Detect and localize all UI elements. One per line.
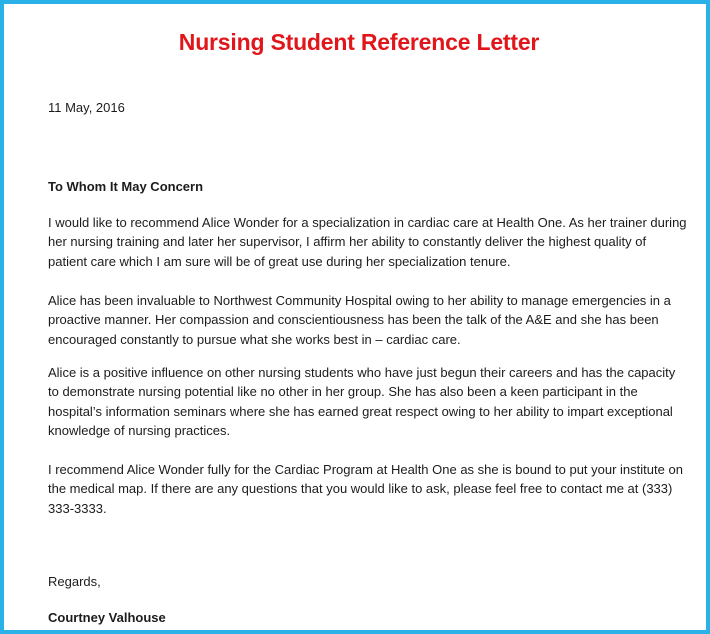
- paragraph-2-text: Alice has been invaluable to Northwest Community Hospital owing to her ability to manage emergencies in a proactive manner. Her compassion and conscientiousness has been the talk of the A&E and she has been encouraged constantly to pursue what she works best in – cardiac care.: [48, 293, 671, 347]
- letter-paragraph: [48, 460, 688, 518]
- letter-paragraph: [48, 291, 688, 349]
- letter-paragraph: [48, 213, 688, 271]
- letter-salutation: To Whom It May Concern: [48, 179, 204, 194]
- paragraph-4-text: I recommend Alice Wonder fully for the Cardiac Program at Health One as she is bound to put your institute on the medical map. If there are any questions that you would like to ask, please feel free to contact me at (333) 333-3333.: [48, 462, 683, 516]
- letter-closing: Regards,: [48, 574, 101, 589]
- letter-signer-name: Courtney Valhouse: [48, 610, 166, 625]
- paragraph-1-text: I would like to recommend Alice Wonder for a specialization in cardiac care at Health One. As her trainer during her nursing training and later her supervisor, I affirm her ability to constantly deliver the highest quality of patient care which I am sure will be of great use during her specialization tenure.: [48, 215, 687, 269]
- letter-title: Nursing Student Reference Letter: [178, 29, 540, 55]
- letter-paragraph: [48, 363, 688, 440]
- letter-date: 11 May, 2016: [48, 100, 125, 115]
- paragraph-3-text: Alice is a positive influence on other nursing students who have just begun their careers and has the capacity to demonstrate nursing potential like no other in her group. She has also been a keen participant in the hospital’s information seminars where she has earned great respect owing to her ability to impart exceptional knowledge of nursing practices.: [48, 365, 676, 438]
